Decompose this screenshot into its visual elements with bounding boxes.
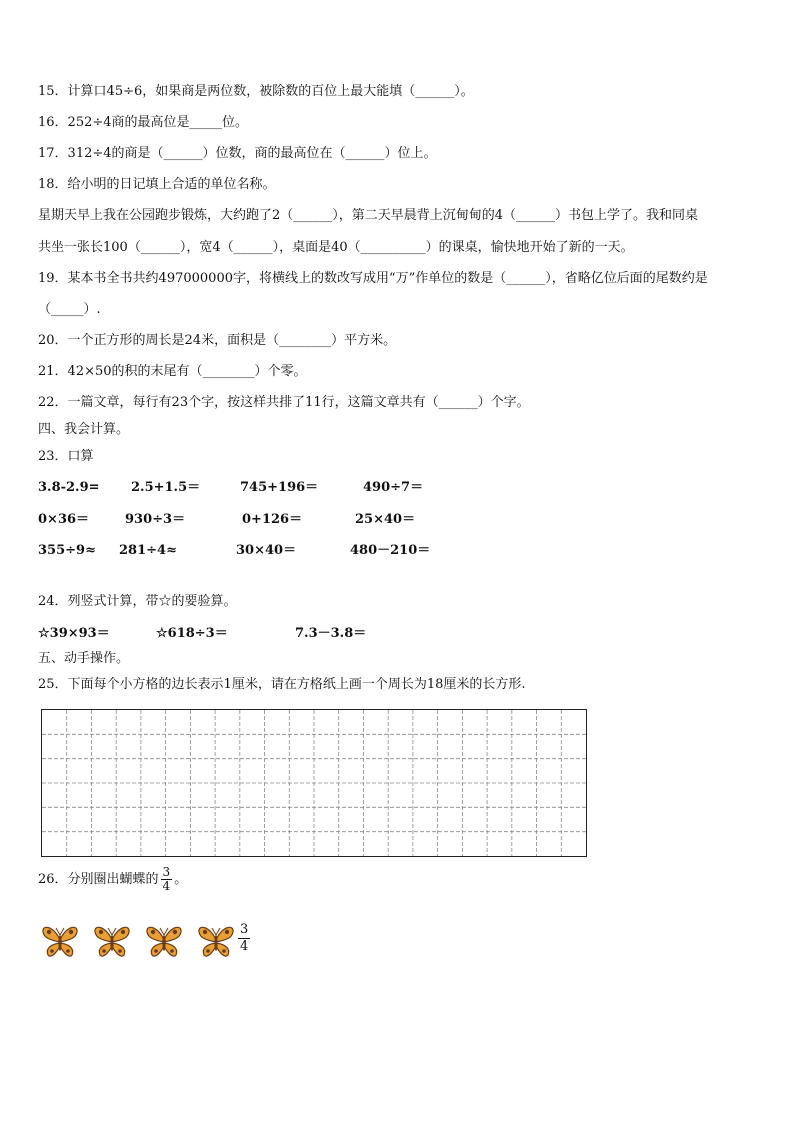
butterfly-icon[interactable] [196,922,236,960]
butterfly-icon[interactable] [40,922,80,960]
fraction-denominator: 4 [162,879,171,893]
vertical-calc-item: ☆39×93＝ [38,626,110,641]
oral-calc-item: 30×40＝ [236,543,297,558]
question-26 [38,866,187,893]
question-19-continued: （_____）. [38,302,101,317]
oral-calc-item: 281÷4≈ [119,543,177,558]
fraction-label [238,922,250,955]
fraction-numerator: 3 [240,922,249,937]
oral-calc-item: 480－210＝ [350,543,431,558]
fraction-inline [161,866,173,893]
question-21: 21．42×50的积的末尾有（________）个零。 [38,364,307,379]
question-18: 18．给小明的日记填上合适的单位名称。 [38,177,276,192]
question-24: 24．列竖式计算，带☆的要验算。 [38,594,237,609]
question-26-end: 。 [174,872,188,887]
section-5-heading: 五、动手操作。 [38,651,130,666]
oral-calc-item: 0×36＝ [38,512,90,527]
grid-paper[interactable] [41,709,587,857]
question-19: 19．某本书全书共约497000000字，将横线上的数改写成用“万”作单位的数是（______），省略亿位后面的尾数约是 [38,271,708,286]
oral-calc-item: 355÷9≈ [38,543,96,558]
question-15: 15．计算口45÷6，如果商是两位数，被除数的百位上最大能填（______）。 [38,84,474,99]
question-18-diary-line-1: 星期天早上我在公园跑步锻炼，大约跑了2（______），第二天早晨背上沉甸甸的4（______）书包上学了。我和同桌 [38,208,699,223]
question-16: 16．252÷4商的最高位是_____位。 [38,115,249,130]
vertical-calc-item: 7.3－3.8＝ [295,626,367,641]
fraction-denominator: 4 [240,939,249,954]
question-25: 25．下面每个小方格的边长表示1厘米，请在方格纸上画一个周长为18厘米的长方形. [38,677,526,692]
question-23: 23．口算 [38,449,94,464]
question-20: 20．一个正方形的周长是24米，面积是（________）平方米。 [38,333,397,348]
grid-lines [42,710,586,856]
butterfly-icon[interactable] [144,922,184,960]
butterfly-icon[interactable] [92,922,132,960]
question-18-diary-line-2: 共坐一张长100（______），宽4（______），桌面是40（__________）的课桌，愉快地开始了新的一天。 [38,240,634,255]
section-4-heading: 四、我会计算。 [38,422,130,437]
oral-calc-item: 3.8-2.9= [38,480,100,495]
fraction-numerator: 3 [162,865,171,879]
oral-calc-item: 930÷3＝ [125,512,186,527]
oral-calc-item: 2.5+1.5＝ [131,480,201,495]
vertical-calc-item: ☆618÷3＝ [156,626,228,641]
oral-calc-item: 745+196＝ [240,480,319,495]
oral-calc-item: 490÷7＝ [363,480,424,495]
question-22: 22．一篇文章，每行有23个字，按这样共排了11行，这篇文章共有（______）个字。 [38,395,530,410]
oral-calc-item: 25×40＝ [355,512,416,527]
question-26-text: 26．分别圈出蝴蝶的 [38,872,159,887]
oral-calc-item: 0+126＝ [242,512,303,527]
question-17: 17．312÷4的商是（______）位数，商的最高位在（______）位上。 [38,146,437,161]
